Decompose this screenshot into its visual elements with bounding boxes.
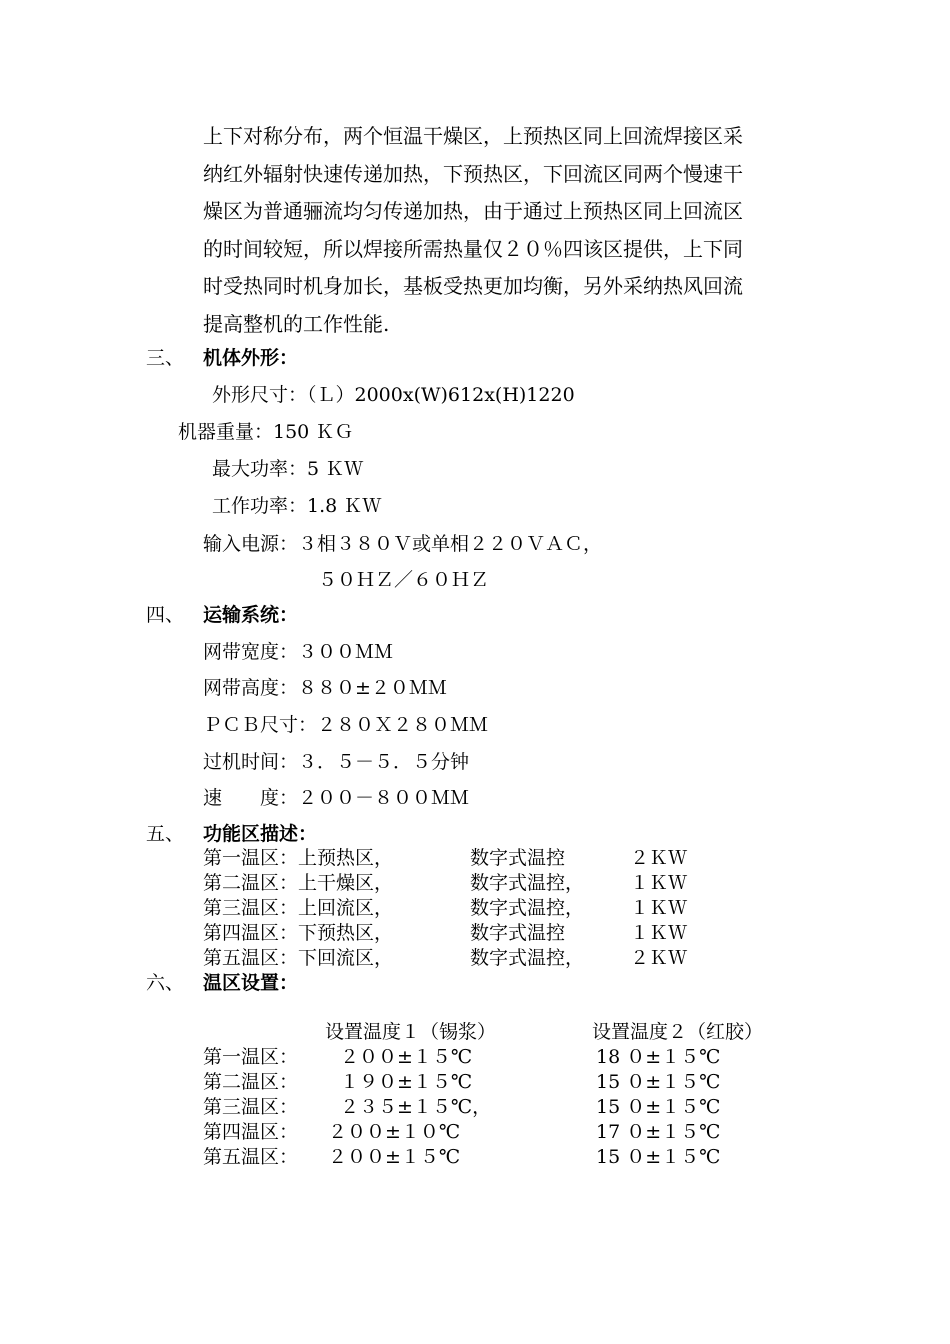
spec-line: 速 度：２００－８００ＭＭ (203, 787, 470, 809)
zone-name: 第二温区： (203, 1071, 299, 1093)
temp-setting-2: 18 ０±１５℃ (596, 1046, 721, 1068)
spec-line: 最大功率：5 ＫＷ (212, 458, 364, 480)
spec-line: 网带宽度：３００ＭＭ (203, 641, 394, 663)
zone-name: 第五温区：下回流区， (203, 947, 394, 969)
column-header: 设置温度２（红胶） (592, 1021, 764, 1043)
zone-control: 数字式温控， (470, 872, 585, 894)
zone-name: 第四温区：下预热区， (203, 922, 394, 944)
zone-power: １ＫＷ (630, 897, 688, 919)
zone-name: 第一温区：上预热区， (203, 847, 394, 869)
zone-power: ２ＫＷ (630, 847, 688, 869)
temp-setting-2: 15 ０±１５℃ (596, 1096, 721, 1118)
paragraph-line: 提高整机的工作性能. (203, 311, 390, 336)
zone-name: 第五温区： (203, 1146, 299, 1168)
section-number: 四、 (146, 604, 185, 626)
temp-setting-2: 17 ０±１５℃ (596, 1121, 721, 1143)
zone-power: １ＫＷ (630, 872, 688, 894)
paragraph-line: 时受热同时机身加长，基板受热更加均衡，另外采纳热风回流 (203, 274, 743, 298)
spec-line: 机器重量：150 ＫＧ (178, 421, 354, 443)
temp-setting-2: 15 ０±１５℃ (596, 1146, 721, 1168)
zone-name: 第一温区： (203, 1046, 299, 1068)
zone-control: 数字式温控， (470, 947, 585, 969)
section-heading: 运输系统： (203, 604, 299, 626)
paragraph-line: 的时间较短，所以焊接所需热量仅２０％四该区提供，上下同 (203, 236, 743, 261)
spec-line: 网带高度：８８０±２０ＭＭ (203, 677, 447, 699)
zone-control: 数字式温控， (470, 897, 585, 919)
temp-setting-1: ２３５±１５℃， (340, 1096, 492, 1118)
paragraph-line: 上下对称分布，两个恒温干燥区，上预热区同上回流焊接区采 (203, 124, 743, 148)
section-number: 五、 (146, 823, 185, 845)
temp-setting-1: ２００±１０℃ (328, 1121, 461, 1143)
spec-line: 外形尺寸：（Ｌ）2000x(W)612x(H)1220 (212, 384, 575, 406)
temp-setting-2: 15 ０±１５℃ (596, 1071, 721, 1093)
paragraph-line: 纳红外辐射快速传递加热，下预热区，下回流区同两个慢速干 (203, 161, 743, 186)
zone-name: 第三温区：上回流区， (203, 897, 394, 919)
zone-control: 数字式温控 (470, 847, 566, 869)
section-number: 三、 (146, 347, 185, 369)
section-heading: 温区设置： (203, 972, 299, 994)
spec-line: 输入电源：３相３８０Ｖ或单相２２０ＶＡＣ， (203, 533, 603, 555)
column-header: 设置温度１（锡浆） (325, 1021, 497, 1043)
zone-name: 第四温区： (203, 1121, 299, 1143)
section-number: 六、 (146, 972, 185, 994)
zone-name: 第三温区： (203, 1096, 299, 1118)
zone-power: ２ＫＷ (630, 947, 688, 969)
spec-line: 工作功率：1.8 ＫＷ (212, 495, 382, 517)
paragraph-line: 燥区为普通骊流均匀传递加热，由于通过上预热区同上回流区 (203, 199, 743, 223)
section-heading: 机体外形： (203, 347, 299, 369)
spec-line: ＰＣＢ尺寸：２８０Ｘ２８０ＭＭ (203, 714, 489, 736)
spec-line: ５０ＨＺ／６０ＨＺ (318, 569, 490, 591)
spec-line: 过机时间：３．５－５．５分钟 (203, 751, 470, 773)
temp-setting-1: ２００±１５℃ (328, 1146, 461, 1168)
section-heading: 功能区描述： (203, 823, 318, 845)
zone-control: 数字式温控 (470, 922, 566, 944)
zone-name: 第二温区：上干燥区， (203, 872, 394, 894)
zone-power: １ＫＷ (630, 922, 688, 944)
temp-setting-1: ２００±１５℃ (340, 1046, 473, 1068)
temp-setting-1: １９０±１５℃ (340, 1071, 473, 1093)
intro-paragraph (203, 118, 823, 343)
